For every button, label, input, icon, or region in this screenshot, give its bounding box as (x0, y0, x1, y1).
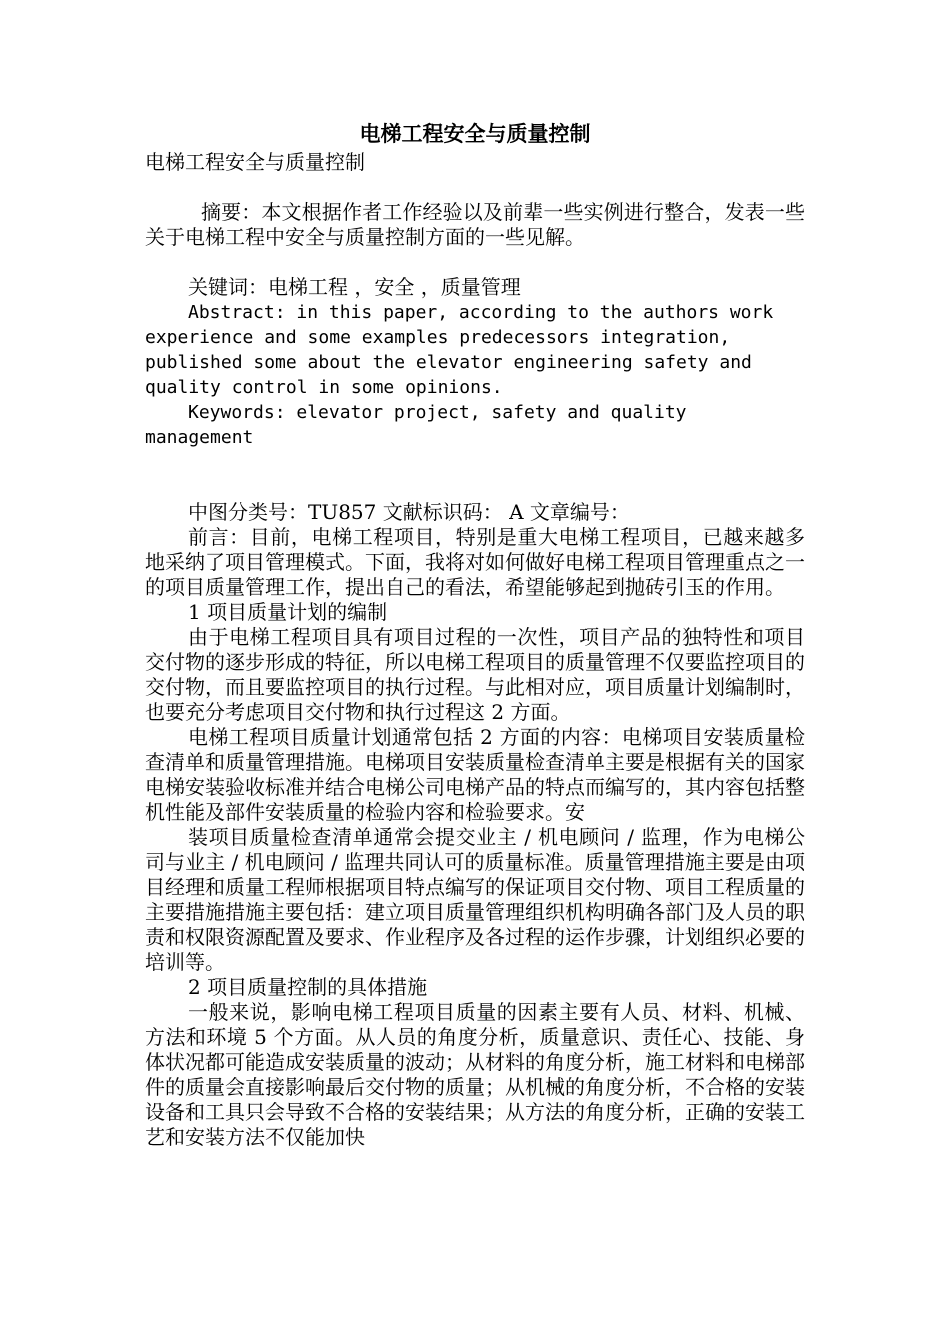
keywords-cn: 关键词：电梯工程 ，安全 ，质量管理 (188, 275, 521, 299)
document-page (145, 118, 805, 1150)
spacer (145, 450, 805, 500)
section-1-paragraph-2: 电梯工程项目质量计划通常包括 2 方面的内容：电梯项目安装质量检查清单和质量管理措施。电梯项目安装质量检查清单主要是根据有关的国家电梯安装验收标准并结合电梯公司电梯产品的特点而编写的，其内容包括整机性能及部件安装质量的检验内容和检验要求。安 (145, 725, 805, 824)
document-title: 电梯工程安全与质量控制 (359, 121, 591, 146)
document-subtitle: 电梯工程安全与质量控制 (145, 150, 365, 174)
abstract-cn: 摘要：本文根据作者工作经验以及前辈一些实例进行整合，发表一些关于电梯工程中安全与质量控制方面的一些见解。 (145, 200, 805, 249)
section-2-heading: 2 项目质量控制的具体措施 (188, 975, 428, 999)
keywords-en: Keywords: elevator project, safety and quality management (145, 402, 687, 448)
section-1-paragraph-1: 由于电梯工程项目具有项目过程的一次性，项目产品的独特性和项目交付物的逐步形成的特征，所以电梯工程项目的质量管理不仅要监控项目的交付物，而且要监控项目的执行过程。与此相对应，项目质量计划编制时，也要充分考虑项目交付物和执行过程这 2 方面。 (145, 625, 805, 724)
classification-line: 中图分类号：TU857 文献标识码： A 文章编号： (188, 500, 630, 524)
section-1-paragraph-3: 装项目质量检查清单通常会提交业主 / 机电顾问 / 监理，作为电梯公司与业主 / 机电顾问 / 监理共同认可的质量标准。质量管理措施主要是由项目经理和质量工程师根据项目特点编写的保证项目交付物、项目工程质量的主要措施措施主要包括：建立项目质量管理组织机构明确各部门及人员的职责和权限资源配置及要求、作业程序及各过程的运作步骤，计划组织必要的培训等。 (145, 825, 805, 974)
abstract-en: Abstract: in this paper, according to the authors work experience and some examples predecessors integration, published some about the elevator engineering safety and quality control in some opinions. (145, 302, 774, 398)
preface-paragraph: 前言：目前，电梯工程项目，特别是重大电梯工程项目，已越来越多地采纳了项目管理模式。下面，我将对如何做好电梯工程项目管理重点之一的项目质量管理工作，提出自己的看法，希望能够起到抛砖引玉的作用。 (145, 525, 805, 599)
spacer (145, 250, 805, 275)
section-2-paragraph-1: 一般来说，影响电梯工程项目质量的因素主要有人员、材料、机械、方法和环境 5 个方面。从人员的角度分析，质量意识、责任心、技能、身体状况都可能造成安装质量的波动；从材料的角度分析，施工材料和电梯部件的质量会直接影响最后交付物的质量；从机械的角度分析，不合格的安装设备和工具只会导致不合格的安装结果；从方法的角度分析，正确的安装工艺和安装方法不仅能加快 (145, 1000, 805, 1149)
section-1-heading: 1 项目质量计划的编制 (188, 600, 388, 624)
